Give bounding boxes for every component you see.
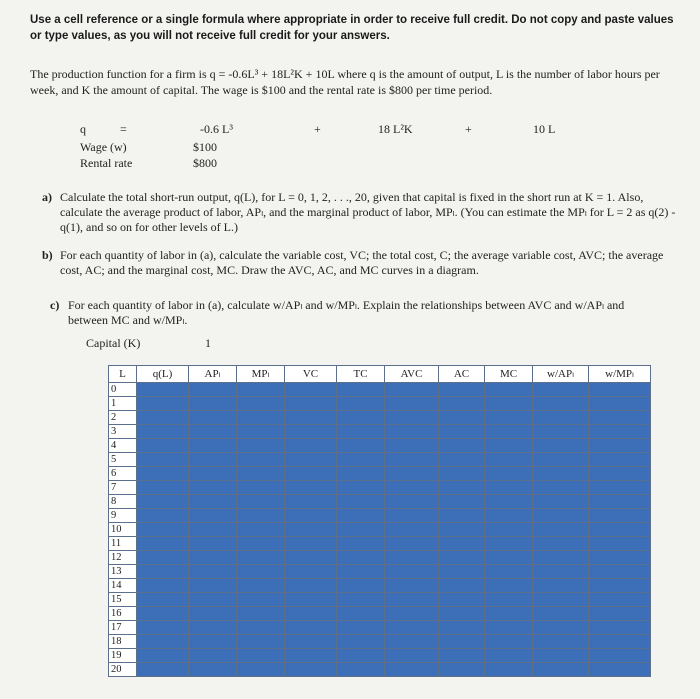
- table-row: [109, 383, 651, 397]
- answer-table: [108, 365, 651, 677]
- table-row: [109, 649, 651, 663]
- answer-cell[interactable]: [237, 663, 285, 677]
- answer-cell[interactable]: [237, 411, 285, 425]
- column-header: w/MPₗ: [589, 366, 651, 383]
- answer-cell[interactable]: [485, 565, 533, 579]
- labor-value-cell: 8: [109, 495, 137, 509]
- answer-cell[interactable]: [385, 635, 439, 649]
- answer-cell[interactable]: [589, 383, 651, 397]
- column-header: AVC: [385, 366, 439, 383]
- column-header: MC: [485, 366, 533, 383]
- table-header-row: [109, 366, 651, 383]
- labor-value-cell: 0: [109, 383, 137, 397]
- answer-cell[interactable]: [337, 467, 385, 481]
- answer-cell[interactable]: [533, 481, 589, 495]
- answer-cell[interactable]: [385, 509, 439, 523]
- answer-cell[interactable]: [337, 383, 385, 397]
- answer-cell[interactable]: [137, 649, 189, 663]
- table-row: [109, 425, 651, 439]
- answer-cell[interactable]: [189, 495, 237, 509]
- column-header: L: [109, 366, 137, 383]
- answer-cell[interactable]: [439, 537, 485, 551]
- answer-cell[interactable]: [589, 453, 651, 467]
- answer-cell[interactable]: [385, 579, 439, 593]
- answer-cell[interactable]: [285, 411, 337, 425]
- answer-cell[interactable]: [439, 495, 485, 509]
- answer-cell[interactable]: [485, 621, 533, 635]
- answer-cell[interactable]: [237, 439, 285, 453]
- answer-cell[interactable]: [485, 551, 533, 565]
- answer-cell[interactable]: [337, 635, 385, 649]
- answer-cell[interactable]: [385, 523, 439, 537]
- equation-q-label: q: [80, 122, 86, 136]
- answer-cell[interactable]: [485, 481, 533, 495]
- answer-cell[interactable]: [285, 453, 337, 467]
- answer-cell[interactable]: [237, 593, 285, 607]
- answer-cell[interactable]: [337, 621, 385, 635]
- answer-cell[interactable]: [285, 383, 337, 397]
- answer-cell[interactable]: [189, 649, 237, 663]
- answer-cell[interactable]: [137, 551, 189, 565]
- answer-cell[interactable]: [589, 551, 651, 565]
- answer-cell[interactable]: [337, 551, 385, 565]
- table-row: [109, 411, 651, 425]
- answer-cell[interactable]: [189, 635, 237, 649]
- answer-cell[interactable]: [337, 453, 385, 467]
- question-c: [50, 298, 628, 328]
- column-header: w/APₗ: [533, 366, 589, 383]
- answer-cell[interactable]: [285, 509, 337, 523]
- answer-cell[interactable]: [237, 523, 285, 537]
- answer-cell[interactable]: [189, 453, 237, 467]
- answer-cell[interactable]: [385, 607, 439, 621]
- table-row: [109, 523, 651, 537]
- answer-cell[interactable]: [237, 397, 285, 411]
- answer-cell[interactable]: [237, 537, 285, 551]
- answer-cell[interactable]: [589, 649, 651, 663]
- answer-cell[interactable]: [337, 425, 385, 439]
- answer-cell[interactable]: [485, 509, 533, 523]
- answer-cell[interactable]: [485, 635, 533, 649]
- answer-cell[interactable]: [137, 523, 189, 537]
- answer-cell[interactable]: [189, 607, 237, 621]
- answer-cell[interactable]: [285, 481, 337, 495]
- table-row: [109, 397, 651, 411]
- answer-cell[interactable]: [137, 397, 189, 411]
- answer-cell[interactable]: [189, 383, 237, 397]
- answer-cell[interactable]: [337, 593, 385, 607]
- answer-cell[interactable]: [485, 663, 533, 677]
- answer-cell[interactable]: [137, 453, 189, 467]
- answer-cell[interactable]: [189, 397, 237, 411]
- answer-cell[interactable]: [285, 579, 337, 593]
- answer-cell[interactable]: [589, 509, 651, 523]
- answer-cell[interactable]: [285, 523, 337, 537]
- table-row: [109, 509, 651, 523]
- answer-cell[interactable]: [189, 565, 237, 579]
- answer-cell[interactable]: [439, 607, 485, 621]
- answer-cell[interactable]: [485, 523, 533, 537]
- capital-label: Capital (K): [86, 336, 141, 350]
- labor-value-cell: 10: [109, 523, 137, 537]
- rental-rate-value: $800: [193, 156, 217, 170]
- equation-equals: =: [120, 122, 127, 136]
- answer-cell[interactable]: [137, 593, 189, 607]
- labor-value-cell: 15: [109, 593, 137, 607]
- table-row: [109, 579, 651, 593]
- labor-value-cell: 1: [109, 397, 137, 411]
- answer-cell[interactable]: [337, 607, 385, 621]
- table-row: [109, 663, 651, 677]
- answer-cell[interactable]: [285, 425, 337, 439]
- answer-cell[interactable]: [337, 649, 385, 663]
- answer-cell[interactable]: [337, 537, 385, 551]
- answer-cell[interactable]: [385, 621, 439, 635]
- answer-cell[interactable]: [485, 579, 533, 593]
- answer-cell[interactable]: [533, 579, 589, 593]
- answer-cell[interactable]: [237, 551, 285, 565]
- column-header: APₗ: [189, 366, 237, 383]
- question-c-text: For each quantity of labor in (a), calculate w/APₗ and w/MPₗ. Explain the relationships between AVC and w/APₗ and between MC and w/MPₗ.: [68, 298, 625, 327]
- answer-cell[interactable]: [589, 467, 651, 481]
- answer-cell[interactable]: [237, 565, 285, 579]
- answer-cell[interactable]: [439, 509, 485, 523]
- answer-cell[interactable]: [439, 635, 485, 649]
- question-b-label: b): [42, 248, 53, 262]
- answer-cell[interactable]: [189, 411, 237, 425]
- answer-cell[interactable]: [237, 607, 285, 621]
- answer-cell[interactable]: [237, 579, 285, 593]
- answer-cell[interactable]: [589, 481, 651, 495]
- answer-cell[interactable]: [533, 397, 589, 411]
- answer-cell[interactable]: [385, 537, 439, 551]
- answer-cell[interactable]: [439, 565, 485, 579]
- answer-cell[interactable]: [189, 621, 237, 635]
- intro-paragraph: The production function for a firm is q = -0.6L³ + 18L²K + 10L where q is the amount of output, L is the number of labor hours per week, and K the amount of capital. The wage is $100 and the rental rate is $800 per time period.: [30, 67, 660, 97]
- answer-cell[interactable]: [137, 663, 189, 677]
- wage-label: Wage (w): [80, 140, 127, 154]
- answer-cell[interactable]: [285, 467, 337, 481]
- answer-cell[interactable]: [589, 411, 651, 425]
- table-row: [109, 453, 651, 467]
- answer-cell[interactable]: [237, 467, 285, 481]
- answer-cell[interactable]: [533, 565, 589, 579]
- answer-cell[interactable]: [385, 397, 439, 411]
- table-row: [109, 565, 651, 579]
- answer-cell[interactable]: [189, 481, 237, 495]
- answer-cell[interactable]: [337, 495, 385, 509]
- answer-cell[interactable]: [533, 495, 589, 509]
- answer-cell[interactable]: [385, 481, 439, 495]
- answer-cell[interactable]: [485, 537, 533, 551]
- answer-cell[interactable]: [237, 635, 285, 649]
- answer-cell[interactable]: [189, 537, 237, 551]
- answer-cell[interactable]: [285, 537, 337, 551]
- answer-cell[interactable]: [439, 383, 485, 397]
- answer-cell[interactable]: [385, 439, 439, 453]
- answer-cell[interactable]: [485, 411, 533, 425]
- answer-cell[interactable]: [337, 663, 385, 677]
- answer-cell[interactable]: [485, 607, 533, 621]
- table-row: [109, 495, 651, 509]
- answer-cell[interactable]: [337, 397, 385, 411]
- column-header: MPₗ: [237, 366, 285, 383]
- answer-cell[interactable]: [237, 425, 285, 439]
- answer-cell[interactable]: [285, 621, 337, 635]
- answer-cell[interactable]: [533, 607, 589, 621]
- answer-cell[interactable]: [485, 467, 533, 481]
- answer-cell[interactable]: [533, 551, 589, 565]
- answer-cell[interactable]: [533, 509, 589, 523]
- answer-cell[interactable]: [485, 593, 533, 607]
- answer-cell[interactable]: [385, 411, 439, 425]
- answer-cell[interactable]: [285, 495, 337, 509]
- answer-cell[interactable]: [439, 411, 485, 425]
- answer-cell[interactable]: [589, 537, 651, 551]
- labor-value-cell: 17: [109, 621, 137, 635]
- answer-cell[interactable]: [589, 635, 651, 649]
- answer-cell[interactable]: [137, 579, 189, 593]
- answer-cell[interactable]: [237, 649, 285, 663]
- answer-cell[interactable]: [533, 523, 589, 537]
- answer-cell[interactable]: [237, 453, 285, 467]
- labor-value-cell: 6: [109, 467, 137, 481]
- answer-cell[interactable]: [137, 607, 189, 621]
- question-a-label: a): [42, 190, 52, 204]
- answer-cell[interactable]: [533, 383, 589, 397]
- answer-cell[interactable]: [189, 551, 237, 565]
- answer-cell[interactable]: [533, 411, 589, 425]
- table-row: [109, 635, 651, 649]
- column-header: VC: [285, 366, 337, 383]
- answer-cell[interactable]: [385, 467, 439, 481]
- answer-cell[interactable]: [189, 467, 237, 481]
- table-row: [109, 593, 651, 607]
- question-b: [42, 248, 680, 278]
- answer-cell[interactable]: [533, 453, 589, 467]
- answer-cell[interactable]: [485, 383, 533, 397]
- answer-cell[interactable]: [485, 495, 533, 509]
- answer-cell[interactable]: [137, 537, 189, 551]
- answer-cell[interactable]: [189, 439, 237, 453]
- question-a-text: Calculate the total short-run output, q(L), for L = 0, 1, 2, . . ., 20, given that capital is fixed in the short run at K = 1. Also, calculate the average product of labor, APₗ, and the marginal product of labor, MPₗ. (You can estimate the MPₗ for L = 2 as q(2) - q(1), and so on for other levels of L.): [60, 190, 676, 234]
- labor-value-cell: 11: [109, 537, 137, 551]
- table-row: [109, 439, 651, 453]
- labor-value-cell: 2: [109, 411, 137, 425]
- labor-value-cell: 19: [109, 649, 137, 663]
- answer-cell[interactable]: [439, 453, 485, 467]
- answer-cell[interactable]: [137, 411, 189, 425]
- answer-cell[interactable]: [189, 425, 237, 439]
- labor-value-cell: 3: [109, 425, 137, 439]
- equation-term-3: 10 L: [533, 122, 556, 136]
- answer-cell[interactable]: [337, 481, 385, 495]
- instructions-text: Use a cell reference or a single formula where appropriate in order to receive full credit. Do not copy and paste values or type values, as you will not receive full credit for your answers.: [30, 14, 674, 42]
- answer-cell[interactable]: [533, 621, 589, 635]
- answer-cell[interactable]: [485, 397, 533, 411]
- table-row: [109, 481, 651, 495]
- answer-cell[interactable]: [285, 607, 337, 621]
- answer-cell[interactable]: [385, 425, 439, 439]
- answer-cell[interactable]: [285, 439, 337, 453]
- answer-cell[interactable]: [189, 579, 237, 593]
- column-header: TC: [337, 366, 385, 383]
- equation-plus-2: +: [465, 122, 472, 136]
- answer-cell[interactable]: [337, 509, 385, 523]
- column-header: AC: [439, 366, 485, 383]
- question-a: [42, 190, 680, 235]
- answer-cell[interactable]: [137, 621, 189, 635]
- answer-cell[interactable]: [485, 425, 533, 439]
- answer-cell[interactable]: [337, 523, 385, 537]
- table-row: [109, 537, 651, 551]
- answer-cell[interactable]: [285, 551, 337, 565]
- answer-cell[interactable]: [385, 565, 439, 579]
- answer-cell[interactable]: [589, 397, 651, 411]
- answer-cell[interactable]: [137, 439, 189, 453]
- answer-cell[interactable]: [137, 509, 189, 523]
- answer-cell[interactable]: [439, 523, 485, 537]
- answer-cell[interactable]: [337, 565, 385, 579]
- answer-cell[interactable]: [385, 453, 439, 467]
- answer-cell[interactable]: [189, 593, 237, 607]
- answer-cell[interactable]: [439, 467, 485, 481]
- answer-cell[interactable]: [285, 565, 337, 579]
- table-row: [109, 467, 651, 481]
- answer-cell[interactable]: [385, 495, 439, 509]
- answer-cell[interactable]: [285, 593, 337, 607]
- answer-cell[interactable]: [337, 579, 385, 593]
- table-row: [109, 607, 651, 621]
- answer-cell[interactable]: [337, 439, 385, 453]
- wage-value: $100: [193, 140, 217, 154]
- answer-cell[interactable]: [439, 579, 485, 593]
- answer-cell[interactable]: [485, 439, 533, 453]
- answer-cell[interactable]: [189, 663, 237, 677]
- column-header: q(L): [137, 366, 189, 383]
- answer-cell[interactable]: [385, 383, 439, 397]
- answer-cell[interactable]: [533, 439, 589, 453]
- answer-cell[interactable]: [589, 607, 651, 621]
- answer-cell[interactable]: [589, 523, 651, 537]
- equation-term-2: 18 L²K: [378, 122, 413, 136]
- answer-cell[interactable]: [385, 593, 439, 607]
- question-c-label: c): [50, 298, 60, 312]
- answer-cell[interactable]: [189, 509, 237, 523]
- labor-value-cell: 18: [109, 635, 137, 649]
- answer-cell[interactable]: [285, 663, 337, 677]
- answer-cell[interactable]: [589, 663, 651, 677]
- answer-cell[interactable]: [439, 621, 485, 635]
- answer-cell[interactable]: [439, 551, 485, 565]
- labor-value-cell: 16: [109, 607, 137, 621]
- answer-cell[interactable]: [189, 523, 237, 537]
- labor-value-cell: 12: [109, 551, 137, 565]
- answer-cell[interactable]: [137, 481, 189, 495]
- labor-value-cell: 4: [109, 439, 137, 453]
- answer-cell[interactable]: [589, 579, 651, 593]
- labor-value-cell: 20: [109, 663, 137, 677]
- answer-cell[interactable]: [533, 537, 589, 551]
- answer-cell[interactable]: [385, 551, 439, 565]
- answer-cell[interactable]: [589, 565, 651, 579]
- answer-cell[interactable]: [237, 481, 285, 495]
- answer-cell[interactable]: [385, 649, 439, 663]
- answer-cell[interactable]: [589, 621, 651, 635]
- labor-value-cell: 7: [109, 481, 137, 495]
- answer-cell[interactable]: [237, 495, 285, 509]
- answer-cell[interactable]: [337, 411, 385, 425]
- labor-value-cell: 13: [109, 565, 137, 579]
- answer-cell[interactable]: [589, 425, 651, 439]
- labor-value-cell: 14: [109, 579, 137, 593]
- labor-value-cell: 5: [109, 453, 137, 467]
- answer-cell[interactable]: [439, 425, 485, 439]
- answer-cell[interactable]: [439, 593, 485, 607]
- answer-cell[interactable]: [385, 663, 439, 677]
- answer-cell[interactable]: [285, 397, 337, 411]
- equation-plus-1: +: [314, 122, 321, 136]
- question-b-text: For each quantity of labor in (a), calculate the variable cost, VC; the total cost, C; the average variable cost, AVC; the average cost, AC; and the marginal cost, MC. Draw the AVC, AC, and MC curves in a diagram.: [60, 248, 664, 277]
- answer-cell[interactable]: [485, 649, 533, 663]
- answer-cell[interactable]: [137, 635, 189, 649]
- answer-cell[interactable]: [285, 635, 337, 649]
- answer-cell[interactable]: [589, 439, 651, 453]
- answer-cell[interactable]: [439, 481, 485, 495]
- answer-cell[interactable]: [285, 649, 337, 663]
- answer-cell[interactable]: [439, 649, 485, 663]
- answer-cell[interactable]: [137, 565, 189, 579]
- answer-cell[interactable]: [439, 663, 485, 677]
- table-row: [109, 551, 651, 565]
- labor-value-cell: 9: [109, 509, 137, 523]
- table-row: [109, 621, 651, 635]
- answer-cell[interactable]: [137, 383, 189, 397]
- answer-cell[interactable]: [533, 467, 589, 481]
- equation-term-1: -0.6 L³: [200, 122, 233, 136]
- answer-cell[interactable]: [589, 593, 651, 607]
- answer-cell[interactable]: [533, 635, 589, 649]
- answer-cell[interactable]: [237, 383, 285, 397]
- capital-value: 1: [205, 336, 211, 350]
- answer-cell[interactable]: [137, 495, 189, 509]
- answer-cell[interactable]: [589, 495, 651, 509]
- answer-cell[interactable]: [485, 453, 533, 467]
- answer-cell[interactable]: [439, 397, 485, 411]
- rental-rate-label: Rental rate: [80, 156, 133, 170]
- answer-cell[interactable]: [533, 593, 589, 607]
- answer-cell[interactable]: [237, 621, 285, 635]
- answer-cell[interactable]: [533, 663, 589, 677]
- answer-cell[interactable]: [439, 439, 485, 453]
- answer-cell[interactable]: [137, 425, 189, 439]
- answer-cell[interactable]: [533, 425, 589, 439]
- answer-cell[interactable]: [137, 467, 189, 481]
- answer-cell[interactable]: [237, 509, 285, 523]
- answer-cell[interactable]: [533, 649, 589, 663]
